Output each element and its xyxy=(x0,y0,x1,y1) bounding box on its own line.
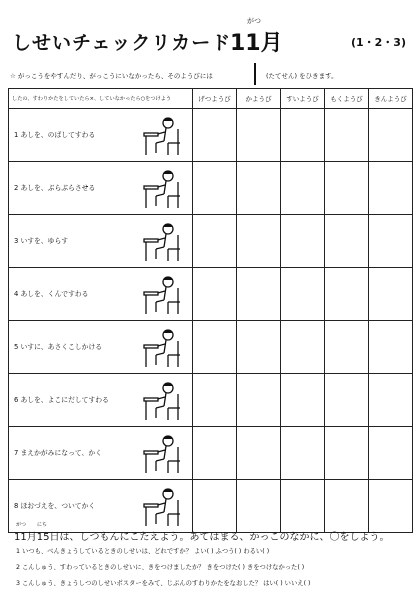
posture-item xyxy=(9,109,193,162)
table-row xyxy=(9,427,413,480)
check-cell[interactable] xyxy=(325,215,369,268)
instruction xyxy=(10,66,410,84)
check-cell[interactable] xyxy=(325,427,369,480)
check-cell[interactable] xyxy=(237,268,281,321)
check-cell[interactable] xyxy=(369,374,413,427)
table-row xyxy=(9,321,413,374)
table-row xyxy=(9,109,413,162)
check-cell[interactable] xyxy=(237,215,281,268)
check-cell[interactable] xyxy=(325,162,369,215)
check-cell[interactable] xyxy=(325,480,369,533)
check-cell[interactable] xyxy=(281,321,325,374)
check-cell[interactable] xyxy=(281,427,325,480)
check-cell[interactable] xyxy=(237,321,281,374)
posture-item-label: 8 ほおづえを、ついてかく xyxy=(14,502,96,510)
posture-item xyxy=(9,162,193,215)
posture-item xyxy=(9,427,193,480)
question-1: 1 いつも、べんきょうしているときのしせいは、どれですか？ よい( ) ふつう( ) わるい( ) xyxy=(16,548,270,555)
check-cell[interactable] xyxy=(369,215,413,268)
check-cell[interactable] xyxy=(193,109,237,162)
table-header-row xyxy=(9,89,413,109)
check-cell[interactable] xyxy=(369,109,413,162)
month-ruby: がつ xyxy=(247,17,261,25)
check-cell[interactable] xyxy=(193,321,237,374)
check-cell[interactable] xyxy=(325,321,369,374)
check-cell[interactable] xyxy=(237,480,281,533)
posture-item-label: 5 いすに、あさくこしかける xyxy=(14,343,103,351)
check-cell[interactable] xyxy=(281,480,325,533)
check-cell[interactable] xyxy=(193,162,237,215)
question-3: 3 こんしゅう、きょうしつのしせいポスターをみて、じぶんのすわりかたをなおした？ はい( ) いいえ( ) xyxy=(16,580,311,587)
question-2: 2 こんしゅう、すわっているときのしせいに、きをつけましたか？ きをつけた( ) きをつけなかった( ) xyxy=(16,564,305,571)
column-header-wednesday: すいようび xyxy=(281,89,325,109)
check-cell[interactable] xyxy=(369,321,413,374)
ruby-nichi: にち xyxy=(37,522,48,528)
check-cell[interactable] xyxy=(281,215,325,268)
check-cell[interactable] xyxy=(237,427,281,480)
instruction-text: ☆ がっこうをやすんだり、がっこうにいなかったら、そのようびには xyxy=(10,72,213,80)
check-cell[interactable] xyxy=(193,427,237,480)
ruby-gatsu: がつ xyxy=(16,522,27,528)
table-row xyxy=(9,480,413,533)
check-cell[interactable] xyxy=(325,109,369,162)
table-row xyxy=(9,268,413,321)
column-header-thursday: もくようび xyxy=(325,89,369,109)
check-cell[interactable] xyxy=(193,374,237,427)
check-cell[interactable] xyxy=(325,374,369,427)
check-cell[interactable] xyxy=(281,109,325,162)
check-cell[interactable] xyxy=(193,480,237,533)
check-cell[interactable] xyxy=(369,268,413,321)
check-cell[interactable] xyxy=(281,162,325,215)
check-cell[interactable] xyxy=(369,480,413,533)
posture-item-label: 2 あしを、ぶらぶらさせる xyxy=(14,184,96,192)
column-header-monday: げつようび xyxy=(193,89,237,109)
posture-item xyxy=(9,268,193,321)
page-title: しせいチェックリカード xyxy=(12,32,232,54)
posture-item xyxy=(9,215,193,268)
posture-item xyxy=(9,374,193,427)
check-cell[interactable] xyxy=(237,109,281,162)
posture-item-label: 6 あしを、よこにだしてすわる xyxy=(14,396,109,404)
posture-item-label: 3 いすを、ゆらす xyxy=(14,237,69,245)
check-cell[interactable] xyxy=(281,268,325,321)
vertical-line-mark xyxy=(254,63,256,85)
check-cell[interactable] xyxy=(237,374,281,427)
header xyxy=(8,17,412,62)
column-header-tuesday: かようび xyxy=(237,89,281,109)
questions-intro: 11月15日は、しつもんにこたえよう。あてはまる、かっこのなかに、〇をしよう。 xyxy=(14,532,390,543)
instruction-mark-text: (たてせん) をひきます。 xyxy=(266,72,338,80)
table-row xyxy=(9,162,413,215)
posture-item-label: 4 あしを、くんですわる xyxy=(14,290,89,298)
table-row xyxy=(9,215,413,268)
grade-label: (1・2・3) xyxy=(350,36,406,49)
month-label: 11月 xyxy=(230,31,283,56)
check-table xyxy=(8,88,413,533)
check-cell[interactable] xyxy=(369,162,413,215)
check-cell[interactable] xyxy=(193,215,237,268)
posture-item-label: 7 まえかがみになって、かく xyxy=(14,449,102,457)
table-row xyxy=(9,374,413,427)
posture-item-label: 1 あしを、のばしてすわる xyxy=(14,131,96,139)
check-cell[interactable] xyxy=(325,268,369,321)
check-cell[interactable] xyxy=(281,374,325,427)
column-header-friday: きんようび xyxy=(369,89,413,109)
check-cell[interactable] xyxy=(369,427,413,480)
posture-item xyxy=(9,321,193,374)
check-cell[interactable] xyxy=(237,162,281,215)
column-header-instruction: したの、すわりかたをしていたら×、していなかったら○をつけよう xyxy=(9,89,193,109)
check-cell[interactable] xyxy=(193,268,237,321)
